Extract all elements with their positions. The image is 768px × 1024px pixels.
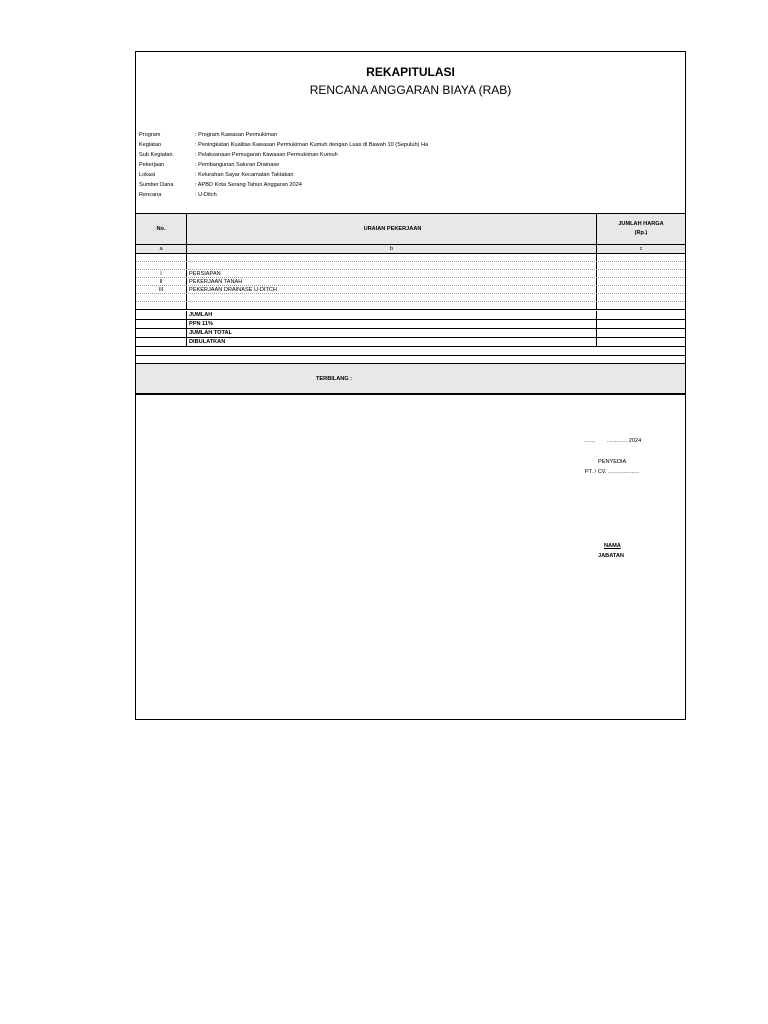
title-rekapitulasi: REKAPITULASI [366, 65, 455, 79]
info-label: Sub Kegiatan [139, 152, 173, 158]
spacer-row [136, 347, 685, 356]
item-no: I [136, 270, 187, 277]
info-value: : Peningkatan Kualitas Kawasan Permukiman Kumuh dengan Luas di Bawah 10 (Sepuluh) Ha [195, 142, 429, 148]
total-label: JUMLAH TOTAL [187, 329, 597, 337]
table-header [136, 213, 685, 245]
info-row [139, 180, 428, 190]
info-row [139, 170, 428, 180]
info-value: : Pembangunan Saluran Drainase [195, 162, 280, 168]
info-row [139, 160, 428, 170]
info-label: Pekerjaan [139, 162, 165, 168]
info-value: : Program Kawasan Permukiman [195, 132, 278, 138]
terbilang-label: TERBILANG : [316, 376, 353, 382]
info-value: : APBD Kota Serang Tahun Anggaran 2024 [195, 182, 302, 188]
total-label: PPN 11% [187, 320, 597, 328]
info-value: : U-Ditch [195, 192, 217, 198]
title-rab: RENCANA ANGGARAN BIAYA (RAB) [309, 83, 512, 97]
header-uraian: URAIAN PEKERJAAN [187, 214, 597, 244]
item-no: II [136, 278, 187, 285]
item-uraian: PEKERJAAN DRAINASE U-DITCH [187, 286, 597, 293]
table-row [136, 254, 685, 262]
info-row [139, 140, 428, 150]
info-value: : Pelaksanaan Pemugaran Kawasan Permukiman Kumuh [195, 152, 338, 158]
sign-position: JABATAN [598, 553, 624, 559]
item-no: III [136, 286, 187, 293]
info-label: Rencana [139, 192, 162, 198]
info-row [139, 150, 428, 160]
sign-role: PENYEDIA [598, 459, 627, 465]
item-uraian: PEKERJAAN TANAH [187, 278, 597, 285]
letter-b: b [187, 245, 597, 253]
header-jumlah-harga [597, 214, 685, 244]
table-row [136, 262, 685, 270]
item-harga [597, 286, 685, 293]
rab-sheet [135, 51, 686, 720]
info-value: : Kelurahan Sayar Kecamatan Taktakan [195, 172, 294, 178]
sign-name: NAMA [604, 543, 621, 549]
table-row [136, 270, 685, 278]
total-row [136, 311, 685, 320]
sign-company: PT. / CV. .................... [585, 469, 640, 475]
info-label: Program [139, 132, 161, 138]
info-row [139, 130, 428, 140]
column-letter-row [136, 245, 685, 254]
terbilang-row [136, 363, 685, 395]
sign-date-place: ......, [584, 438, 595, 444]
header-jumlah-harga-unit: (Rp.) [634, 230, 648, 236]
total-row [136, 329, 685, 338]
total-label: DIBULATKAN [187, 338, 597, 346]
item-harga [597, 270, 685, 277]
total-row [136, 320, 685, 329]
info-row [139, 190, 428, 200]
header-no: No. [136, 214, 187, 244]
table-row [136, 286, 685, 294]
table-row [136, 294, 685, 302]
project-info [139, 130, 428, 200]
sign-date: ............. 2024 [607, 438, 642, 444]
table-row [136, 302, 685, 310]
item-harga [597, 278, 685, 285]
letter-c: c [639, 246, 643, 252]
total-row [136, 338, 685, 347]
letter-a: a [136, 245, 187, 253]
item-uraian: PERSIAPAN [187, 270, 597, 277]
info-label: Kegiatan [139, 142, 162, 148]
total-label: JUMLAH [187, 311, 597, 319]
header-jumlah-harga-label: JUMLAH HARGA [618, 221, 664, 227]
table-row [136, 278, 685, 286]
info-label: Sumber Dana [139, 182, 174, 188]
info-label: Lokasi [139, 172, 156, 178]
